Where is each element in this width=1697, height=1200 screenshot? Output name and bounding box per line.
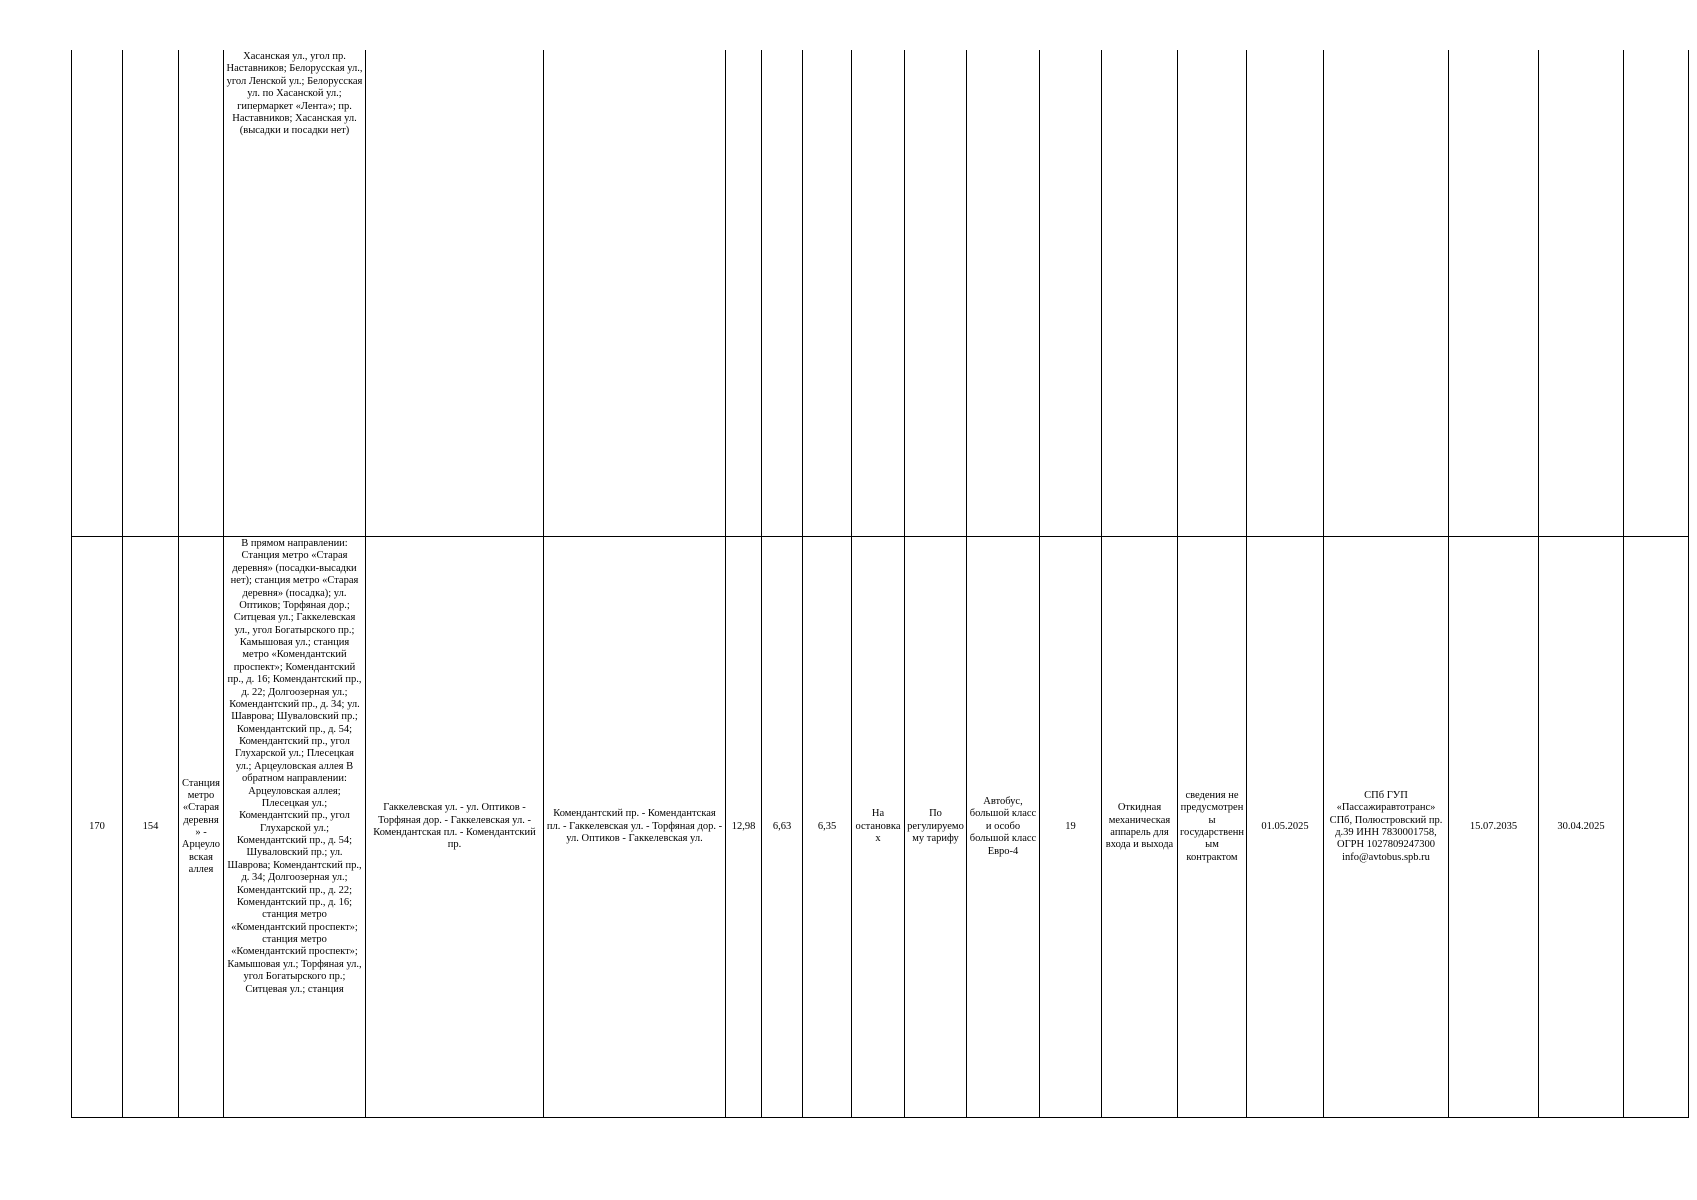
cell-number: 170 xyxy=(72,537,123,1118)
cell-route-name xyxy=(179,50,224,537)
cell-carrier: СПб ГУП «Пассажиравтотранс» СПб, Полюстровский пр. д.39 ИНН 7830001758, ОГРН 1027809247300 info@avtobus.spb.ru xyxy=(1324,537,1449,1118)
cell-empty xyxy=(726,50,762,537)
cell-empty xyxy=(1624,50,1689,537)
cell-empty xyxy=(1247,50,1324,537)
cell-empty xyxy=(1449,50,1539,537)
cell-contract: сведения не предусмотрены государственным контрактом xyxy=(1178,537,1247,1118)
cell-date-other: 30.04.2025 xyxy=(1539,537,1624,1118)
cell-empty xyxy=(803,50,852,537)
cell-stops: Хасанская ул., угол пр. Наставников; Белорусская ул., угол Ленской ул.; Белорусская ул. по Хасанской ул.; гипермаркет «Лента»; пр. Наставников; Хасанская ул. (высадки и посадки нет) xyxy=(224,50,366,537)
cell-empty xyxy=(967,50,1040,537)
cell-vehicle-count: 19 xyxy=(1040,537,1102,1118)
cell-streets-backward: Комендантский пр. - Комендантская пл. - Гаккелевская ул. - Торфяная дор. - ул. Оптиков - Гаккелевская ул. xyxy=(544,537,726,1118)
register-table xyxy=(71,50,1689,1118)
cell-empty xyxy=(366,50,544,537)
cell-empty xyxy=(1040,50,1102,537)
cell-empty xyxy=(1539,50,1624,537)
cell-date-end: 15.07.2035 xyxy=(1449,537,1539,1118)
cell-stop-order: На остановках xyxy=(852,537,905,1118)
cell-empty xyxy=(852,50,905,537)
cell-empty xyxy=(1102,50,1178,537)
cell-length: 12,98 xyxy=(726,537,762,1118)
cell-empty xyxy=(1324,50,1449,537)
cell-length-backward: 6,35 xyxy=(803,537,852,1118)
cell-route-name: Станция метро «Старая деревня» - Арцеуловская аллея xyxy=(179,537,224,1118)
cell-empty xyxy=(544,50,726,537)
cell-ramp: Откидная механическая аппарель для входа и выхода xyxy=(1102,537,1178,1118)
cell-route-number xyxy=(123,50,179,537)
table-row xyxy=(72,50,1689,537)
cell-vehicle: Автобус, большой класс и особо большой класс Евро-4 xyxy=(967,537,1040,1118)
cell-streets-forward: Гаккелевская ул. - ул. Оптиков - Торфяная дор. - Гаккелевская ул. - Комендантская пл. - Комендантский пр. xyxy=(366,537,544,1118)
cell-date-start: 01.05.2025 xyxy=(1247,537,1324,1118)
cell-empty xyxy=(905,50,967,537)
table-row xyxy=(72,537,1689,1118)
cell-empty xyxy=(762,50,803,537)
stops-text: В прямом направлении: Станция метро «Старая деревня» (посадки-высадки нет); станция метро «Старая деревня» (посадка); ул. Оптиков; Торфяная дор.; Ситцевая ул.; Гаккелевская ул., угол Богатырского пр.; Камышовая ул.; станция метро «Комендантский проспект»; Комендантский пр., д. 16; Комендантский пр., д. 22; Долгоозерная ул.; Комендантский пр., д. 34; ул. Шаврова; Шуваловский пр.; Комендантский пр., д. 54; Комендантский пр., угол Глухарской ул.; Плесецкая ул.; Арцеуловская аллея В обратном направлении: Арцеуловская аллея; Плесецкая ул.; Комендантский пр., угол Глухарской ул.; Комендантский пр., д. 54; Шуваловский пр.; ул. Шаврова; Комендантский пр., д. 34; Долгоозерная ул.; Комендантский пр., д. 22; Комендантский пр., д. 16; станция метро «Комендантский проспект»; станция метро «Комендантский проспект»; Камышовая ул.; Торфяная ул., угол Богатырского пр.; Ситцевая ул.; станция xyxy=(227,538,362,995)
cell-stops xyxy=(224,537,366,1118)
cell-empty xyxy=(1178,50,1247,537)
cell-tariff: По регулируемому тарифу xyxy=(905,537,967,1118)
cell-length-forward: 6,63 xyxy=(762,537,803,1118)
cell-extra xyxy=(1624,537,1689,1118)
cell-number xyxy=(72,50,123,537)
cell-route-number: 154 xyxy=(123,537,179,1118)
